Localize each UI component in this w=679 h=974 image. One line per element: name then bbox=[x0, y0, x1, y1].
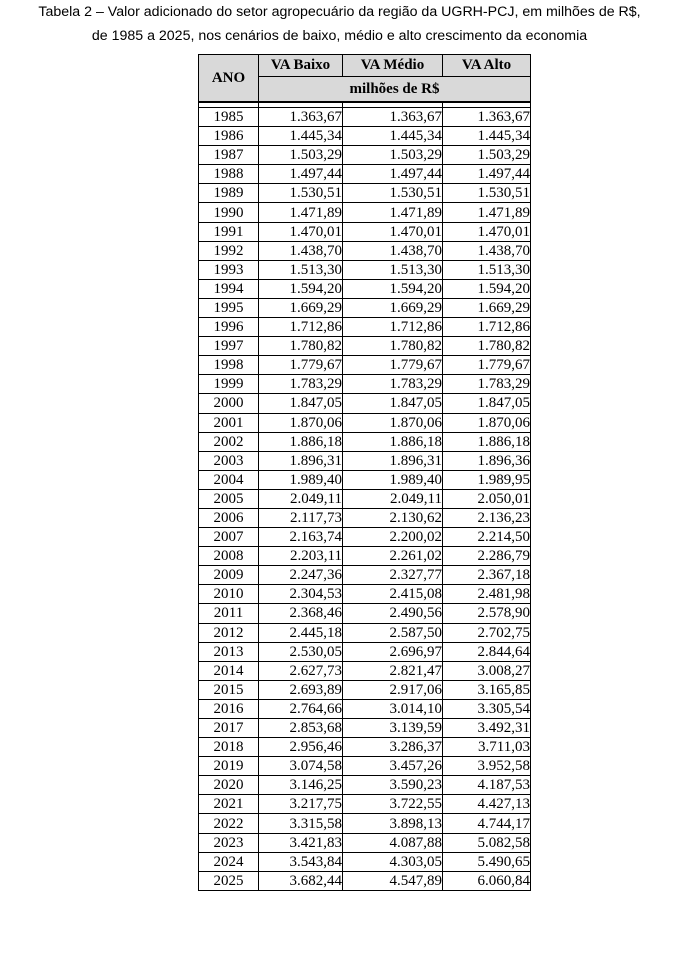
cell-year: 2025 bbox=[199, 871, 259, 890]
cell-year: 2000 bbox=[199, 394, 259, 413]
cell-va-medio: 1.503,29 bbox=[343, 146, 443, 165]
cell-va-alto: 1.445,34 bbox=[443, 127, 531, 146]
cell-va-alto: 1.503,29 bbox=[443, 146, 531, 165]
cell-va-baixo: 3.146,25 bbox=[259, 776, 343, 795]
cell-va-alto: 4.744,17 bbox=[443, 814, 531, 833]
cell-va-baixo: 1.712,86 bbox=[259, 318, 343, 337]
cell-va-baixo: 3.217,75 bbox=[259, 795, 343, 814]
cell-va-baixo: 2.117,73 bbox=[259, 508, 343, 527]
cell-va-alto: 1.594,20 bbox=[443, 279, 531, 298]
cell-year: 2021 bbox=[199, 795, 259, 814]
cell-va-baixo: 1.989,40 bbox=[259, 470, 343, 489]
cell-va-alto: 3.165,85 bbox=[443, 680, 531, 699]
cell-va-medio: 1.783,29 bbox=[343, 375, 443, 394]
cell-va-medio: 1.896,31 bbox=[343, 451, 443, 470]
table-row bbox=[199, 738, 531, 757]
table-row bbox=[199, 318, 531, 337]
table-header bbox=[199, 55, 531, 103]
cell-va-alto: 1.896,36 bbox=[443, 451, 531, 470]
cell-va-alto: 2.481,98 bbox=[443, 585, 531, 604]
cell-year: 1986 bbox=[199, 127, 259, 146]
cell-year: 2015 bbox=[199, 680, 259, 699]
table-row bbox=[199, 814, 531, 833]
table-caption-line-2: de 1985 a 2025, nos cenários de baixo, médio e alto crescimento da economia bbox=[91, 28, 588, 44]
cell-va-baixo: 1.470,01 bbox=[259, 222, 343, 241]
cell-va-alto: 1.780,82 bbox=[443, 337, 531, 356]
cell-va-baixo: 2.627,73 bbox=[259, 661, 343, 680]
cell-va-baixo: 2.956,46 bbox=[259, 738, 343, 757]
cell-va-baixo: 2.163,74 bbox=[259, 528, 343, 547]
cell-year: 2001 bbox=[199, 413, 259, 432]
cell-va-medio: 1.497,44 bbox=[343, 165, 443, 184]
cell-va-baixo: 1.783,29 bbox=[259, 375, 343, 394]
cell-va-medio: 3.590,23 bbox=[343, 776, 443, 795]
cell-va-baixo: 2.247,36 bbox=[259, 566, 343, 585]
cell-va-medio: 1.669,29 bbox=[343, 298, 443, 317]
table-row bbox=[199, 432, 531, 451]
cell-year: 2012 bbox=[199, 623, 259, 642]
cell-va-alto: 1.989,95 bbox=[443, 470, 531, 489]
table-row bbox=[199, 661, 531, 680]
cell-va-baixo: 1.780,82 bbox=[259, 337, 343, 356]
cell-va-medio: 1.594,20 bbox=[343, 279, 443, 298]
cell-va-medio: 2.200,02 bbox=[343, 528, 443, 547]
cell-va-alto: 1.847,05 bbox=[443, 394, 531, 413]
data-table bbox=[198, 54, 531, 891]
cell-year: 1993 bbox=[199, 260, 259, 279]
cell-va-baixo: 1.886,18 bbox=[259, 432, 343, 451]
cell-va-baixo: 2.445,18 bbox=[259, 623, 343, 642]
cell-va-medio: 2.821,47 bbox=[343, 661, 443, 680]
table-row bbox=[199, 451, 531, 470]
cell-va-medio: 2.587,50 bbox=[343, 623, 443, 642]
cell-year: 2005 bbox=[199, 489, 259, 508]
table-body bbox=[199, 102, 531, 890]
cell-va-medio: 1.847,05 bbox=[343, 394, 443, 413]
cell-va-medio: 1.530,51 bbox=[343, 184, 443, 203]
cell-va-medio: 3.898,13 bbox=[343, 814, 443, 833]
cell-va-alto: 5.082,58 bbox=[443, 833, 531, 852]
cell-va-alto: 2.136,23 bbox=[443, 508, 531, 527]
cell-va-baixo: 1.669,29 bbox=[259, 298, 343, 317]
cell-va-alto: 1.470,01 bbox=[443, 222, 531, 241]
cell-va-alto: 4.427,13 bbox=[443, 795, 531, 814]
cell-va-medio: 3.014,10 bbox=[343, 699, 443, 718]
cell-year: 1999 bbox=[199, 375, 259, 394]
cell-va-alto: 3.492,31 bbox=[443, 719, 531, 738]
table-row bbox=[199, 566, 531, 585]
cell-va-medio: 1.712,86 bbox=[343, 318, 443, 337]
cell-va-baixo: 1.445,34 bbox=[259, 127, 343, 146]
cell-va-baixo: 1.438,70 bbox=[259, 241, 343, 260]
header-ano: ANO bbox=[199, 55, 259, 103]
cell-va-baixo: 2.853,68 bbox=[259, 719, 343, 738]
cell-year: 2003 bbox=[199, 451, 259, 470]
table-row bbox=[199, 298, 531, 317]
cell-va-alto: 1.471,89 bbox=[443, 203, 531, 222]
table-row bbox=[199, 757, 531, 776]
table-row bbox=[199, 642, 531, 661]
cell-year: 1985 bbox=[199, 108, 259, 127]
cell-va-alto: 1.870,06 bbox=[443, 413, 531, 432]
table-row bbox=[199, 394, 531, 413]
table-row bbox=[199, 108, 531, 127]
cell-va-medio: 3.286,37 bbox=[343, 738, 443, 757]
cell-year: 1992 bbox=[199, 241, 259, 260]
cell-va-alto: 1.669,29 bbox=[443, 298, 531, 317]
cell-year: 2018 bbox=[199, 738, 259, 757]
cell-year: 2022 bbox=[199, 814, 259, 833]
table-row bbox=[199, 604, 531, 623]
table-row bbox=[199, 623, 531, 642]
cell-va-alto: 1.886,18 bbox=[443, 432, 531, 451]
cell-va-medio: 2.049,11 bbox=[343, 489, 443, 508]
table-caption-line-1: Tabela 2 – Valor adicionado do setor agropecuário da região da UGRH-PCJ, em milhões de R$, bbox=[38, 4, 641, 20]
cell-year: 1989 bbox=[199, 184, 259, 203]
cell-va-baixo: 1.530,51 bbox=[259, 184, 343, 203]
cell-va-alto: 2.702,75 bbox=[443, 623, 531, 642]
cell-va-alto: 1.530,51 bbox=[443, 184, 531, 203]
cell-va-alto: 1.779,67 bbox=[443, 356, 531, 375]
cell-year: 2010 bbox=[199, 585, 259, 604]
cell-va-baixo: 1.503,29 bbox=[259, 146, 343, 165]
cell-va-baixo: 2.368,46 bbox=[259, 604, 343, 623]
cell-year: 1994 bbox=[199, 279, 259, 298]
table-row bbox=[199, 508, 531, 527]
cell-year: 1997 bbox=[199, 337, 259, 356]
cell-va-medio: 2.696,97 bbox=[343, 642, 443, 661]
table-row bbox=[199, 203, 531, 222]
table-row bbox=[199, 719, 531, 738]
cell-year: 1988 bbox=[199, 165, 259, 184]
cell-va-medio: 2.327,77 bbox=[343, 566, 443, 585]
cell-va-medio: 1.886,18 bbox=[343, 432, 443, 451]
cell-va-medio: 2.490,56 bbox=[343, 604, 443, 623]
cell-va-medio: 2.415,08 bbox=[343, 585, 443, 604]
cell-va-medio: 1.470,01 bbox=[343, 222, 443, 241]
cell-va-baixo: 3.543,84 bbox=[259, 852, 343, 871]
table-row bbox=[199, 528, 531, 547]
cell-va-alto: 2.050,01 bbox=[443, 489, 531, 508]
cell-va-alto: 2.214,50 bbox=[443, 528, 531, 547]
cell-va-alto: 3.305,54 bbox=[443, 699, 531, 718]
cell-va-medio: 1.363,67 bbox=[343, 108, 443, 127]
cell-va-baixo: 2.693,89 bbox=[259, 680, 343, 699]
table-row bbox=[199, 146, 531, 165]
cell-va-medio: 3.457,26 bbox=[343, 757, 443, 776]
cell-va-alto: 2.578,90 bbox=[443, 604, 531, 623]
table-row bbox=[199, 699, 531, 718]
cell-year: 2016 bbox=[199, 699, 259, 718]
cell-va-alto: 1.783,29 bbox=[443, 375, 531, 394]
cell-va-alto: 4.187,53 bbox=[443, 776, 531, 795]
cell-year: 2024 bbox=[199, 852, 259, 871]
cell-va-alto: 5.490,65 bbox=[443, 852, 531, 871]
table-row bbox=[199, 680, 531, 699]
cell-year: 2007 bbox=[199, 528, 259, 547]
table-row bbox=[199, 585, 531, 604]
cell-va-medio: 1.471,89 bbox=[343, 203, 443, 222]
cell-va-alto: 1.497,44 bbox=[443, 165, 531, 184]
cell-va-medio: 1.870,06 bbox=[343, 413, 443, 432]
cell-year: 2009 bbox=[199, 566, 259, 585]
table-row bbox=[199, 127, 531, 146]
cell-va-alto: 6.060,84 bbox=[443, 871, 531, 890]
table-row bbox=[199, 165, 531, 184]
cell-year: 2011 bbox=[199, 604, 259, 623]
table-row bbox=[199, 260, 531, 279]
cell-year: 2002 bbox=[199, 432, 259, 451]
header-unit: milhões de R$ bbox=[259, 77, 531, 103]
table-row bbox=[199, 279, 531, 298]
table-row bbox=[199, 356, 531, 375]
cell-va-medio: 3.139,59 bbox=[343, 719, 443, 738]
cell-year: 1998 bbox=[199, 356, 259, 375]
table-row bbox=[199, 776, 531, 795]
cell-va-baixo: 3.315,58 bbox=[259, 814, 343, 833]
cell-va-baixo: 1.779,67 bbox=[259, 356, 343, 375]
cell-va-alto: 3.711,03 bbox=[443, 738, 531, 757]
cell-year: 1987 bbox=[199, 146, 259, 165]
cell-va-alto: 2.844,64 bbox=[443, 642, 531, 661]
header-va-alto: VA Alto bbox=[443, 55, 531, 77]
cell-va-medio: 4.303,05 bbox=[343, 852, 443, 871]
table-row bbox=[199, 547, 531, 566]
cell-year: 1996 bbox=[199, 318, 259, 337]
cell-year: 2013 bbox=[199, 642, 259, 661]
cell-year: 1990 bbox=[199, 203, 259, 222]
table-row bbox=[199, 413, 531, 432]
cell-va-medio: 1.445,34 bbox=[343, 127, 443, 146]
table-row bbox=[199, 222, 531, 241]
cell-year: 2020 bbox=[199, 776, 259, 795]
cell-year: 2006 bbox=[199, 508, 259, 527]
cell-va-medio: 2.261,02 bbox=[343, 547, 443, 566]
cell-va-baixo: 1.847,05 bbox=[259, 394, 343, 413]
cell-va-baixo: 1.497,44 bbox=[259, 165, 343, 184]
cell-va-alto: 2.367,18 bbox=[443, 566, 531, 585]
table-row bbox=[199, 795, 531, 814]
cell-va-medio: 1.779,67 bbox=[343, 356, 443, 375]
cell-va-alto: 1.363,67 bbox=[443, 108, 531, 127]
header-va-medio: VA Médio bbox=[343, 55, 443, 77]
cell-va-medio: 1.989,40 bbox=[343, 470, 443, 489]
cell-va-medio: 4.547,89 bbox=[343, 871, 443, 890]
cell-va-baixo: 1.513,30 bbox=[259, 260, 343, 279]
cell-va-alto: 3.008,27 bbox=[443, 661, 531, 680]
cell-va-baixo: 2.530,05 bbox=[259, 642, 343, 661]
cell-va-medio: 1.438,70 bbox=[343, 241, 443, 260]
cell-va-baixo: 3.421,83 bbox=[259, 833, 343, 852]
cell-va-medio: 2.917,06 bbox=[343, 680, 443, 699]
table-row bbox=[199, 470, 531, 489]
cell-year: 1995 bbox=[199, 298, 259, 317]
table-row bbox=[199, 833, 531, 852]
cell-va-baixo: 1.363,67 bbox=[259, 108, 343, 127]
cell-year: 2017 bbox=[199, 719, 259, 738]
cell-va-alto: 1.712,86 bbox=[443, 318, 531, 337]
cell-va-baixo: 1.471,89 bbox=[259, 203, 343, 222]
cell-va-medio: 3.722,55 bbox=[343, 795, 443, 814]
table-row bbox=[199, 852, 531, 871]
cell-va-alto: 2.286,79 bbox=[443, 547, 531, 566]
cell-va-medio: 1.513,30 bbox=[343, 260, 443, 279]
cell-va-baixo: 2.304,53 bbox=[259, 585, 343, 604]
cell-year: 1991 bbox=[199, 222, 259, 241]
cell-year: 2014 bbox=[199, 661, 259, 680]
table-row bbox=[199, 375, 531, 394]
cell-va-baixo: 2.203,11 bbox=[259, 547, 343, 566]
table-row bbox=[199, 337, 531, 356]
cell-va-baixo: 1.870,06 bbox=[259, 413, 343, 432]
cell-year: 2008 bbox=[199, 547, 259, 566]
cell-va-medio: 2.130,62 bbox=[343, 508, 443, 527]
cell-va-baixo: 3.682,44 bbox=[259, 871, 343, 890]
header-va-baixo: VA Baixo bbox=[259, 55, 343, 77]
cell-year: 2019 bbox=[199, 757, 259, 776]
cell-va-baixo: 2.049,11 bbox=[259, 489, 343, 508]
cell-va-baixo: 1.594,20 bbox=[259, 279, 343, 298]
table-row bbox=[199, 489, 531, 508]
cell-va-medio: 4.087,88 bbox=[343, 833, 443, 852]
cell-va-alto: 1.438,70 bbox=[443, 241, 531, 260]
cell-year: 2004 bbox=[199, 470, 259, 489]
cell-va-alto: 1.513,30 bbox=[443, 260, 531, 279]
cell-va-baixo: 1.896,31 bbox=[259, 451, 343, 470]
table-row bbox=[199, 241, 531, 260]
table-row bbox=[199, 184, 531, 203]
table-row bbox=[199, 871, 531, 890]
cell-va-medio: 1.780,82 bbox=[343, 337, 443, 356]
cell-va-baixo: 3.074,58 bbox=[259, 757, 343, 776]
cell-va-baixo: 2.764,66 bbox=[259, 699, 343, 718]
cell-va-alto: 3.952,58 bbox=[443, 757, 531, 776]
cell-year: 2023 bbox=[199, 833, 259, 852]
